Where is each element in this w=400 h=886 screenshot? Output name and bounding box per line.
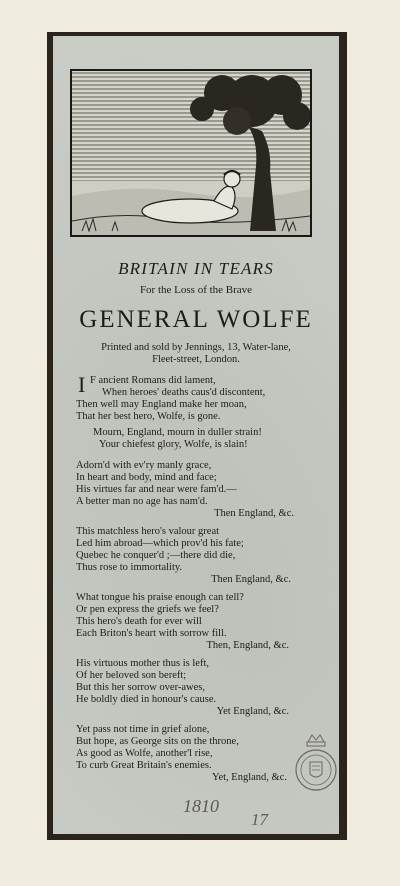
ballad-subtitle: For the Loss of the Brave: [139, 284, 253, 296]
verse-line: Led him abroad—which prov'd his fate;: [76, 538, 244, 549]
verse-line: When heroes' deaths caus'd discontent,: [102, 387, 266, 398]
library-stamp: [294, 732, 338, 794]
ballad-title: BRITAIN IN TEARS: [118, 259, 274, 278]
verse-line: But hope, as George sits on the throne,: [76, 736, 239, 747]
verse-line: Quebec he conquer'd ;—there did die,: [76, 550, 236, 561]
refrain-line: Then England, &c.: [211, 574, 291, 585]
verse-line: What tongue his praise enough can tell?: [76, 592, 244, 603]
imprint-line-1: Printed and sold by Jennings, 13, Water-lane,: [101, 342, 291, 353]
verse-line: Of her beloved son bereft;: [76, 670, 187, 681]
verse-line: This hero's death for ever will: [76, 616, 202, 627]
imprint-line-2: Fleet-street, London.: [152, 354, 240, 365]
handwritten-number: 17: [251, 810, 268, 829]
woodcut-illustration: [70, 69, 312, 237]
chorus-line: Mourn, England, mourn in duller strain!: [93, 427, 262, 438]
refrain-line: Then England, &c.: [214, 508, 294, 519]
imprint: [53, 342, 339, 366]
verse-line: He boldly died in honour's cause.: [76, 694, 217, 705]
verse-line: Yet pass not time in grief alone,: [76, 724, 210, 735]
refrain-line: Yet, England, &c.: [211, 772, 287, 783]
verse-line: Or pen express the griefs we feel?: [76, 604, 219, 615]
verse-line: As good as Wolfe, another'l rise,: [76, 748, 213, 759]
verse-line: A better man no age has nam'd.: [76, 496, 208, 507]
verse-line: His virtuous mother thus is left,: [76, 658, 209, 669]
woodcut-icon: [72, 71, 310, 235]
verse-line: That her best hero, Wolfe, is gone.: [76, 411, 221, 422]
refrain-line: Yet England, &c.: [216, 706, 289, 717]
handwritten-year: 1810: [183, 796, 219, 816]
verse-line: Then well may England make her moan,: [76, 399, 247, 410]
main-title: GENERAL WOLFE: [79, 306, 313, 333]
crest-stamp-icon: [294, 732, 338, 794]
verse-line: F ancient Romans did lament,: [90, 375, 216, 386]
verse-line: This matchless hero's valour great: [76, 526, 220, 537]
verse-line: Each Briton's heart with sorrow fill.: [76, 628, 227, 639]
verse-line: Adorn'd with ev'ry manly grace,: [76, 460, 212, 471]
refrain-line: Then, England, &c.: [206, 640, 289, 651]
verse-line: His virtues far and near were fam'd.—: [76, 484, 237, 495]
drop-cap: I: [78, 372, 86, 397]
chorus-line: Your chiefest glory, Wolfe, is slain!: [99, 439, 248, 450]
verse-line: In heart and body, mind and face;: [76, 472, 217, 483]
verse-line: To curb Great Britain's enemies.: [76, 760, 212, 771]
broadside-sheet: [53, 36, 339, 834]
verse-line: Thus rose to immortality.: [76, 562, 183, 573]
verse-line: But this her sorrow over-awes,: [76, 682, 205, 693]
